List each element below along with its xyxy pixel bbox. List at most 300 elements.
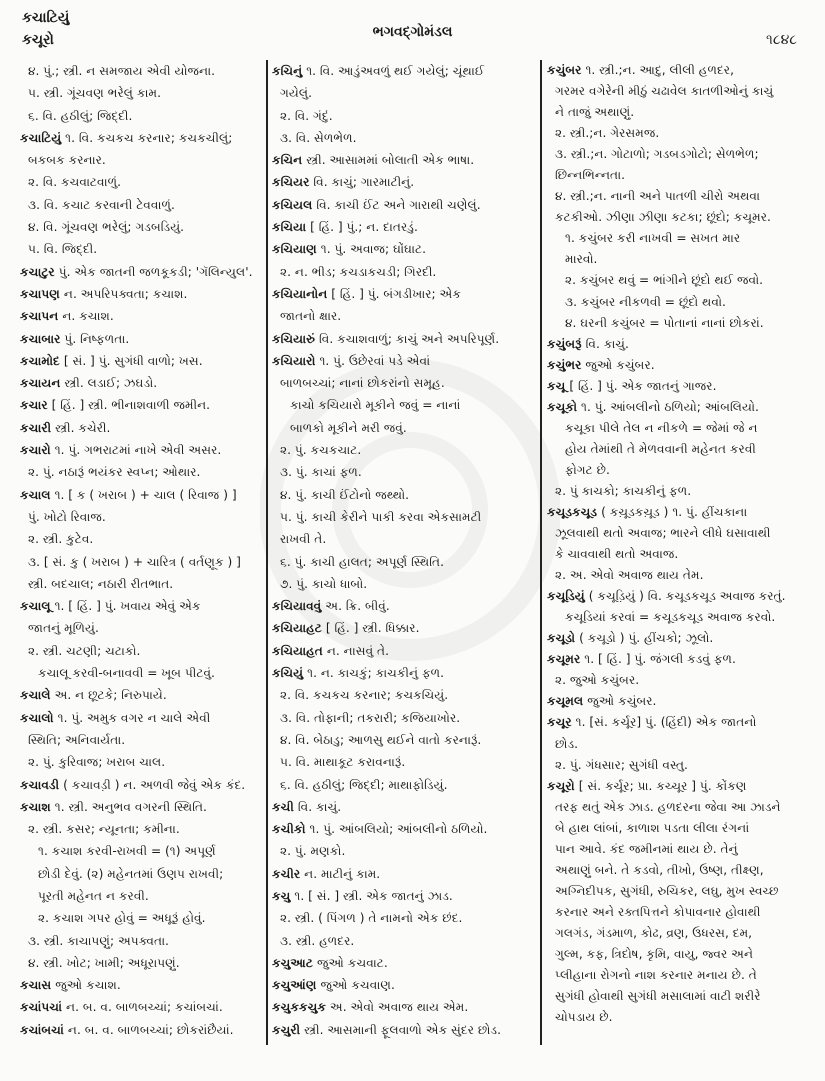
definition-text: વિ. કાચું. <box>585 336 629 351</box>
dictionary-entry-line <box>272 996 534 1018</box>
definition-text: ૨. સ્ત્રી. ( પિંગળ ) તે નામનો એક છંદ. <box>280 911 463 926</box>
dictionary-entry-line <box>272 595 534 617</box>
definition-line <box>547 565 813 586</box>
dictionary-entry-line <box>20 974 262 996</box>
definition-text: કચાલૂ કરવી-બનાવવી = ખૂબ પીટવું. <box>38 666 215 681</box>
definition-line <box>547 144 813 165</box>
definition-text: બાળકો મૂકીને મરી જવું. <box>290 420 407 435</box>
dictionary-entry-line <box>547 628 813 649</box>
definition-text: ૪. વિ. ગૂંચવણ ભરેલું; ગડબડિયું. <box>28 220 185 235</box>
definition-text: ૧. [ હિં. ] પું. જંગલી કડવું ફળ. <box>584 652 736 667</box>
headword: કચૂડકચૂડ <box>547 504 598 519</box>
definition-text: ૧. ન. કાચકું; કાચકીનું ફળ. <box>307 666 445 681</box>
definition-line <box>547 165 813 186</box>
definition-text: ૧. પું. અમુક વગર ન ચાલે એવી <box>57 710 211 725</box>
definition-text: ૩. કચુંબર નીકળવી = છૂંદો થવો. <box>565 294 726 309</box>
dictionary-entry-line <box>547 712 813 733</box>
definition-text: ૧. [ હિં. ] પું. ખવાય એવું એક <box>54 599 201 614</box>
definition-text: ( કચૂ઼ડકચૂ઼ડ ) ૧. પું. હીંચકાના <box>601 504 748 519</box>
definition-line <box>272 573 534 595</box>
definition-text: ૧. [ ક ( ખરાબ ) + ચાલ ( રિવાજ ) ] <box>54 487 237 502</box>
definition-line <box>272 930 534 952</box>
headword: કચાસ <box>20 978 52 993</box>
headword: કચિન <box>272 153 303 168</box>
headword: કચિયલ <box>272 197 313 212</box>
dictionary-entry-line <box>547 397 813 418</box>
definition-text: ૧. [ સં. ] સ્ત્રી. એક જાતનું ઝાડ. <box>294 888 453 903</box>
definition-line <box>272 684 534 706</box>
dictionary-entry-line <box>20 417 262 439</box>
headword: કચાયન <box>20 376 61 391</box>
definition-text: ૪. સ્ત્રી. ખોટ; ખામી; અધૂરાપણું. <box>28 955 180 970</box>
definition-text: ૨. વિ. કચકચ કરનાર; કચકચિયું. <box>280 688 449 703</box>
definition-line <box>547 797 813 818</box>
definition-line <box>20 573 262 595</box>
definition-text: છિન્નભિન્નતા. <box>555 168 625 183</box>
headword: કચૂમલ <box>547 694 584 709</box>
definition-line <box>20 907 262 929</box>
definition-line <box>20 461 262 483</box>
definition-line <box>272 461 534 483</box>
definition-text: ( કચૂડ઼િયું ) વિ. કચૂડકચૂડ અવાજ કરતું. <box>588 589 786 604</box>
dictionary-entry-line <box>547 586 813 607</box>
definition-text: જુઓ કચુંબર. <box>587 694 657 709</box>
definition-line <box>272 751 534 773</box>
definition-text: ન. બ. વ. બાળબચ્ચાં; છોકરાંછૈયાં. <box>67 1022 234 1037</box>
dictionary-column-1 <box>20 60 262 1041</box>
definition-text: ન. કચાશ. <box>62 309 114 324</box>
headword: કચૂકો <box>547 399 578 414</box>
dictionary-column-2 <box>272 60 534 1041</box>
definition-line <box>547 270 813 291</box>
definition-line <box>20 729 262 751</box>
dictionary-entry-line <box>547 691 813 712</box>
definition-text: સ્ત્રી. લડાઈ; ઝઘડો. <box>64 376 158 391</box>
definition-text: ન. નાસવું તે. <box>326 643 390 658</box>
definition-text: વિ. કચાશવાળું; કાચું અને અપરિપૂર્ણ. <box>319 331 500 346</box>
definition-text: ૨. પું. મણકો. <box>280 844 346 859</box>
dictionary-entry-line <box>272 863 534 885</box>
definition-text: અગ્નિદીપક, સુગંધી, રુચિકર, લઘુ, મુખ સ્વચ્છ <box>555 883 779 898</box>
definition-line <box>547 734 813 755</box>
definition-text: ૧. કચુંબર કરી નાખવી = સખત માર <box>565 231 741 246</box>
headword: કચાર <box>20 398 48 413</box>
definition-line <box>547 881 813 902</box>
definition-text: ૨. પું કાચકો; કાચકીનું ફળ. <box>555 483 692 498</box>
definition-line <box>20 82 262 104</box>
definition-text: ૨. વિ. ગંદું. <box>280 108 333 123</box>
definition-line <box>547 123 813 144</box>
definition-text: કચૂડિયાં કરવાં = કચૂડકચૂડ અવાજ કરવો. <box>565 610 776 625</box>
dictionary-entry-line <box>20 595 262 617</box>
dictionary-entry-line <box>20 305 262 327</box>
headword: કચાવડી <box>20 777 60 792</box>
definition-text: [ સં. કર્ચૂર; પ્રા. કચ્ચૂર ] પું. કોંકણ <box>578 778 747 793</box>
headword: કચુકકચુક <box>272 1000 326 1015</box>
definition-text: ૨. સ્ત્રી.;ન. ગેરસમજ. <box>555 126 660 141</box>
definition-line <box>272 261 534 283</box>
definition-text: ફોગટ છે. <box>565 462 610 477</box>
headword: કચારી <box>20 420 52 435</box>
definition-line <box>272 105 534 127</box>
definition-line <box>20 551 262 573</box>
definition-line <box>20 751 262 773</box>
definition-text: ૩. સ્ત્રી. હળદર. <box>280 933 355 948</box>
definition-line <box>272 417 534 439</box>
definition-text: સ્થિતિ; અનિવાર્યતા. <box>28 732 126 747</box>
headword: કચિયાવવું <box>272 599 322 614</box>
definition-text: ૨. પું. કુરિવાજ; ખરાબ ચાલ. <box>28 755 166 770</box>
definition-line <box>547 670 813 691</box>
definition-text: ૪. સ્ત્રી.;ન. નાની અને પાતળી ચીરો અથવા <box>555 189 761 204</box>
guide-word-last: કચૂરો <box>22 32 54 48</box>
definition-line <box>547 186 813 207</box>
definition-line <box>272 305 534 327</box>
definition-text: બાળબચ્ચાં; નાનાં છોકરાંનો સમૂહ. <box>280 376 445 391</box>
headword: કચૂડિયું <box>547 589 585 604</box>
headword: કચાબાર <box>20 331 61 346</box>
definition-text: ૨. સ્ત્રી. ચટણી; ચટાકો. <box>28 643 141 658</box>
dictionary-entry-line <box>547 649 813 670</box>
headword: કચિયાહત <box>272 643 323 658</box>
dictionary-entry-line <box>272 328 534 350</box>
definition-text: [ હિં. ] પું. બંગડીખાર; એક <box>331 286 461 301</box>
headword: કચાલ <box>20 487 51 502</box>
definition-text: અથાણું બને. તે કડવો, તીખો, ઉષ્ણ, તીક્ષ્ણ, <box>555 862 764 877</box>
headword: કચૂ <box>547 378 566 393</box>
definition-line <box>272 907 534 929</box>
definition-line <box>272 82 534 104</box>
dictionary-entry-line <box>547 355 813 376</box>
page-number: ૧૮૪૮ <box>766 32 797 48</box>
dictionary-entry-line <box>272 149 534 171</box>
definition-text: પૂરતી મહેનત ન કરવી. <box>38 888 149 903</box>
dictionary-entry-line <box>547 60 813 81</box>
dictionary-entry-line <box>20 796 262 818</box>
headword: કચાંબચાં <box>20 1022 64 1037</box>
definition-line <box>272 484 534 506</box>
column-divider <box>266 60 268 1045</box>
dictionary-entry-line <box>272 885 534 907</box>
headword: કચિયાનોન <box>272 286 328 301</box>
headword: કચાલૂ <box>20 599 51 614</box>
headword: કચી <box>272 799 294 814</box>
definition-text: ૬. પું. કાચી હાલત; અપૂર્ણ સ્થિતિ. <box>280 554 444 569</box>
definition-line <box>20 194 262 216</box>
definition-text: ૩. વિ. તોફાની; તકરારી; કજિયાખોર. <box>280 710 461 725</box>
headword: કચુ <box>272 888 291 903</box>
definition-text: ૪. પું. કાચી ઈંટોનો જથ્થો. <box>280 487 410 502</box>
definition-line <box>547 313 813 334</box>
definition-line <box>20 930 262 952</box>
dictionary-entry-line <box>272 238 534 260</box>
dictionary-entry-line <box>547 334 813 355</box>
definition-text: ૧. પું. ગભરાટમાં નાખે એવી અસર. <box>54 443 222 458</box>
definition-line <box>20 952 262 974</box>
headword: કચૂમર <box>547 652 581 667</box>
headword: કચૂડો <box>547 631 576 646</box>
headword: કચિનું <box>272 64 303 78</box>
definition-text: ૨. અ. એવો અવાજ થાય તેમ. <box>555 568 704 583</box>
definition-line <box>20 528 262 550</box>
definition-text: સ્ત્રી. બદચાલ; નઠારી રીતભાત. <box>28 576 174 591</box>
definition-text: ૨. વિ. કચવાટવાળું. <box>28 175 121 190</box>
definition-text: ૨. ન. ભીડ; કચડાકચડી; ગિરદી. <box>280 264 437 279</box>
dictionary-entry-line <box>20 996 262 1018</box>
definition-line <box>272 774 534 796</box>
definition-text: હોય તેમાંથી તે મેળવવાની મહેનત કરવી <box>565 441 756 456</box>
definition-line <box>547 860 813 881</box>
definition-text: ચોપડાય છે. <box>555 1010 613 1025</box>
definition-text: ૧. પું. અવાજ; ઘોંઘાટ. <box>320 242 426 257</box>
headword: કચાટિયું <box>20 130 62 145</box>
headword: કચારો <box>20 443 51 458</box>
headword: કચાંપચાં <box>20 1000 62 1015</box>
headword: કચામોદ <box>20 353 60 368</box>
headword: કચુરી <box>272 1022 301 1037</box>
dictionary-entry-line <box>547 376 813 397</box>
definition-text: પું. એક જાતની જળકૂકડી; 'ગૅલિન્યુલ'. <box>58 264 253 279</box>
headword: કચિયાણ <box>272 242 317 257</box>
definition-line <box>547 544 813 565</box>
headword: કચિયું <box>272 666 304 681</box>
headword: કચિયાહટ <box>272 621 322 636</box>
dictionary-entry-line <box>272 283 534 305</box>
definition-text: ગુલ્મ, કફ, ત્રિદોષ, કૃમિ, વાયુ, જ્વર અને <box>555 946 754 961</box>
definition-line <box>20 506 262 528</box>
definition-line <box>547 523 813 544</box>
page-title: ભગવદ્ગોમંડલ <box>372 24 453 40</box>
definition-text: ૩. [ સં. કુ ( ખરાબ ) + ચારિત્ર ( વર્તણૂક ) ] <box>28 554 241 569</box>
headword: કચુંબર <box>547 63 582 77</box>
definition-text: પ્લીહાના રોગનો નાશ કરનાર મનાય છે. તે <box>555 968 757 983</box>
definition-text: ૧. વિ. આડુંઅવળું થઈ ગયેલું; ચૂંથાઈ <box>306 64 485 78</box>
definition-text: બે હાથ લાંબાં, કાળાશ પડતા લીલા રંગનાં <box>555 820 750 835</box>
definition-line <box>547 439 813 460</box>
headword: કચિયા <box>272 220 307 235</box>
headword: કચાપન <box>20 309 59 324</box>
definition-text: [ હિં. ] પું. એક જાતનું ગાજર. <box>569 378 717 393</box>
definition-text: પાન આવે. કંદ જમીનમાં થાય છે. તેનું <box>555 841 738 856</box>
headword: કચાટુર <box>20 264 55 279</box>
definition-text: ૧. પું. ઉછેરવાં પડે એવાં <box>319 353 431 368</box>
definition-line <box>20 216 262 238</box>
guide-word-first: કચાટિયું <box>22 10 70 26</box>
definition-text: કચૂકા પીલે તેલ ન નીકળે = જેમાં જે ન <box>565 420 758 435</box>
definition-text: ૨. સ્ત્રી. કુટેવ. <box>28 532 94 547</box>
definition-line <box>272 506 534 528</box>
definition-line <box>547 1007 813 1028</box>
definition-text: ૧. [સં. કર્ચૂર] પું. (હિંદી) એક જાતનો <box>575 715 757 730</box>
headword: કચિયર <box>272 175 310 190</box>
definition-text: જુઓ કચુંબર. <box>585 357 655 372</box>
headword: કચાલે <box>20 688 51 703</box>
headword: કચિયારું <box>272 331 316 346</box>
definition-text: ૪. ઘરની કચુંબર = પોતાનાં નાનાં છોકરાં. <box>565 315 764 330</box>
headword: કચુઆટ <box>272 955 313 970</box>
definition-line <box>547 228 813 249</box>
definition-line <box>547 839 813 860</box>
definition-text: અ. ક્રિ. બીવું. <box>325 599 390 614</box>
definition-text: સ્ત્રી. કચેરી. <box>55 420 111 435</box>
definition-text: ૨. પું. કચકચાટ. <box>280 443 362 458</box>
headword: કચિયારો <box>272 353 316 368</box>
definition-text: પું. ખોટો રિવાજ. <box>28 509 106 524</box>
definition-text: ૫. પું. કાચી કેરીને પાકી કરવા એકસામટી <box>280 509 482 524</box>
definition-line <box>547 418 813 439</box>
definition-text: ૨. પું. નઠારૂં ભયંકર સ્વપ્ન; ઓથાર. <box>28 465 201 480</box>
dictionary-entry-line <box>272 662 534 684</box>
definition-line <box>20 662 262 684</box>
definition-text: ૫. વિ. માથાકૂટ કરાવનારૂં. <box>280 755 406 770</box>
definition-text: જાતનો ક્ષાર. <box>280 309 342 324</box>
headword: કચૂરો <box>547 778 575 793</box>
dictionary-entry-line <box>272 350 534 372</box>
definition-text: વિ. કાચી ઈંટ અને ગારાથી ચણેલું. <box>316 197 481 212</box>
dictionary-entry-line <box>272 1019 534 1041</box>
dictionary-entry-line <box>20 684 262 706</box>
definition-text: ૨. કચુંબર થવું = ભાંગીને છૂંદો થઈ જવો. <box>565 273 764 288</box>
definition-text: ઝૂલવાથી થતો અવાજ; ભારને લીધે ઘસાવાથી <box>555 526 771 541</box>
definition-text: ( કચાવડ઼ી ) ન. અળવી જેવું એક કંદ. <box>63 777 246 792</box>
dictionary-entry-line <box>272 952 534 974</box>
definition-text: છોડ. <box>555 736 579 751</box>
definition-text: ૧. સ્ત્રી. અનુભવ વગરની સ્થિતિ. <box>54 799 207 814</box>
definition-line <box>272 551 534 573</box>
definition-text: વિ. કાચું. <box>297 799 342 814</box>
definition-text: ૩. વિ. કચાટ કરવાની ટેવવાળું. <box>28 197 175 212</box>
definition-text: ૨. જુઓ કચુંબર. <box>555 673 640 688</box>
dictionary-entry-line <box>20 394 262 416</box>
definition-text: તરફ થતું એક ઝાડ. હળદરના જેવા આ ઝાડને <box>555 799 781 814</box>
definition-text: ૩. પું. કાચાં ફળ. <box>280 465 362 480</box>
definition-line <box>547 460 813 481</box>
definition-text: કાચો કચિયારો મૂકીને જવું = નાનાં <box>290 398 461 413</box>
headword: કચૂર <box>547 715 572 730</box>
headword: કચીકો <box>272 822 306 837</box>
definition-text: સ્ત્રી. આસમાની ફૂલવાળો એક સુંદર છોડ. <box>304 1022 501 1037</box>
definition-text: કટકીઓ. ઝીણા ઝીણા કટકા; છૂંદો; કચૂમર. <box>555 210 771 225</box>
dictionary-entry-line <box>20 350 262 372</box>
definition-line <box>547 965 813 986</box>
definition-text: જુઓ કચાશ. <box>55 978 121 993</box>
definition-line <box>272 394 534 416</box>
definition-line <box>547 102 813 123</box>
dictionary-entry-line <box>272 171 534 193</box>
definition-line <box>547 944 813 965</box>
dictionary-entry-line <box>20 328 262 350</box>
definition-text: ૨. સ્ત્રી. કસર; ન્યૂનતા; કમીના. <box>28 822 180 837</box>
definition-text: જુઓ કચવાણ. <box>320 978 395 993</box>
headword: કચાલો <box>20 710 54 725</box>
headword: કચીર <box>272 866 301 881</box>
definition-text: ( કચૂડ઼ો ) પું. હીંચકો; ઝૂલો. <box>579 631 714 646</box>
dictionary-entry-line <box>20 372 262 394</box>
dictionary-entry-line <box>272 796 534 818</box>
headword: કચાપણ <box>20 286 60 301</box>
definition-text: જુઓ કચવાટ. <box>316 955 388 970</box>
definition-line <box>547 292 813 313</box>
definition-line <box>272 707 534 729</box>
definition-line <box>20 60 262 82</box>
dictionary-entry-line <box>20 774 262 796</box>
definition-text: ૧. વિ. કચકચ કરનાર; કચકચીલું; <box>65 130 233 145</box>
headword: કચુંબરૂં <box>547 336 582 351</box>
definition-text: ગયેલું. <box>280 86 312 101</box>
definition-text: ૨. પું. ગંધસાર; સુગંધી વસ્તુ. <box>555 757 688 772</box>
definition-text: ૧. પું. આંબલિયો; આંબલીનો ઠળિયો. <box>309 822 488 837</box>
dictionary-entry-line <box>272 617 534 639</box>
definition-line <box>547 207 813 228</box>
definition-line <box>272 528 534 550</box>
dictionary-entry-line <box>272 60 534 82</box>
definition-line <box>547 481 813 502</box>
definition-text: ૬. વિ. હઠીલું; જિદ્દી; માથાફોડિયું. <box>280 777 448 792</box>
dictionary-entry-line <box>20 707 262 729</box>
definition-text: ૭. પું. કાચો ધાબો. <box>280 576 368 591</box>
definition-text: જાતનું મૂળિયું. <box>28 621 99 636</box>
definition-line <box>547 607 813 628</box>
column-divider <box>540 60 542 1045</box>
definition-line <box>272 840 534 862</box>
dictionary-entry-line <box>20 127 262 149</box>
definition-text: સ્ત્રી. આસામમાં બોલાતી એક ભાષા. <box>306 153 475 168</box>
definition-text: ૧. સ્ત્રી.;ન. આદુ, લીલી હળદર, <box>585 63 734 77</box>
definition-line <box>20 149 262 171</box>
dictionary-entry-line <box>20 261 262 283</box>
headword: કચાશ <box>20 799 51 814</box>
definition-text: ૧. કચાશ કરવી-રાખવી = (૧) અપૂર્ણ <box>38 844 216 859</box>
definition-text: ન. બ. વ. બાળબચ્ચાં; કચાંબચાં. <box>66 1000 223 1015</box>
headword: કચુંભર <box>547 357 582 372</box>
dictionary-entry-line <box>547 502 813 523</box>
definition-line <box>20 640 262 662</box>
definition-text: ૩. સ્ત્રી. કાચાપણું; અપક્વતા. <box>28 933 169 948</box>
definition-text: [ હિં. ] પું.; ન. દાતરડું. <box>310 220 418 235</box>
definition-text: ૩. વિ. સેળભેળ. <box>280 130 357 145</box>
definition-text: ૩. સ્ત્રી.;ન. ગોટાળો; ગડબડગોટો; સેળભેળ; <box>555 147 759 162</box>
definition-text: બકબક કરનાર. <box>28 153 106 168</box>
definition-line <box>20 885 262 907</box>
dictionary-entry-line <box>272 974 534 996</box>
definition-text: કરનાર અને રક્તપિત્તને કોપાવનાર હોવાથી <box>555 904 761 919</box>
definition-line <box>272 127 534 149</box>
definition-line <box>20 238 262 260</box>
definition-line <box>20 171 262 193</box>
definition-line <box>547 249 813 270</box>
definition-text: વિ. કાચું; ગારમાટીનું. <box>313 175 415 190</box>
definition-text: ૪. પું.; સ્ત્રી. ન સમજાય એવી યોજના. <box>28 64 215 78</box>
definition-text: ન. માટીનું કામ. <box>304 866 381 881</box>
definition-line <box>547 755 813 776</box>
dictionary-entry-line <box>272 640 534 662</box>
definition-line <box>20 840 262 862</box>
definition-line <box>20 617 262 639</box>
definition-line <box>20 818 262 840</box>
definition-text: ન. અપરિપક્વતા; કચાશ. <box>63 286 188 301</box>
definition-line <box>547 923 813 944</box>
definition-line <box>272 729 534 751</box>
definition-line <box>20 863 262 885</box>
definition-text: [ સં. ] પું. સુગંધી વાળો; ખસ. <box>63 353 203 368</box>
definition-line <box>547 81 813 102</box>
definition-line <box>272 372 534 394</box>
dictionary-entry-line <box>20 439 262 461</box>
definition-text: ૪. વિ. બેઠાડુ; આળસુ થઈને વાતો કરનારૂં. <box>280 732 482 747</box>
definition-line <box>547 902 813 923</box>
dictionary-entry-line <box>20 283 262 305</box>
dictionary-entry-line <box>547 776 813 797</box>
